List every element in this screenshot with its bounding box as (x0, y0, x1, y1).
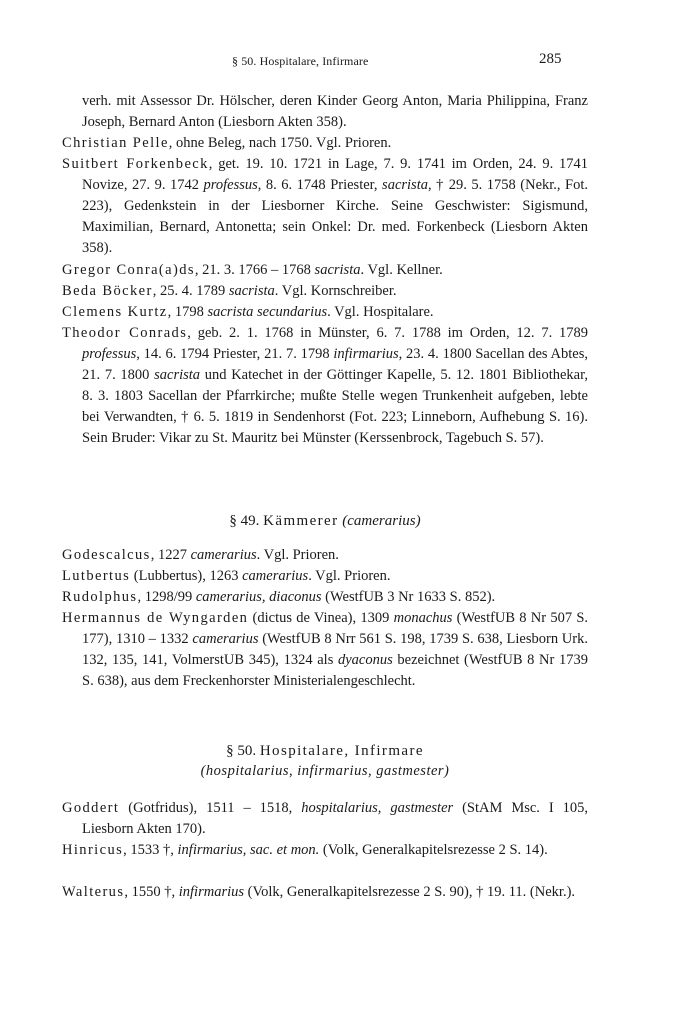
entry-name: Hinricus (62, 842, 124, 858)
entry-hinricus: Hinricus, 1533 †, infirmarius, sac. et mon. (Volk, Generalkapitelsrezesse 2 S. 14). (62, 842, 548, 858)
entry-name: Lutbertus (62, 568, 131, 584)
entry-rudolphus: Rudolphus, 1298/99 camerarius, diaconus (WestfUB 3 Nr 1633 S. 852). (62, 589, 496, 605)
entry-name: Goddert (62, 800, 120, 816)
section-heading-49: § 49. Kämmerer (camerarius) (229, 513, 421, 529)
page-number: 285 (539, 51, 562, 67)
entry-name: Godescalcus (62, 547, 151, 563)
entry-name: Walterus (62, 884, 125, 900)
entry-name: Theodor Conrads (62, 325, 188, 341)
entry-hermannus-de-wyngarden: Hermannus de Wyngarden (dictus de Vinea), 1309 monachus (WestfUB 8 Nr 507 S. 177), 1310 – 1332 camerarius (WestfUB 8 Nrr 561 S. 198, 1739 S. 638, Liesborn Urk. 132, 135, 141, VolmerstUB 345), 1324 als dyaconus bezeichnet (WestfUB 8 Nr 1739 S. 638), aus dem Freckenhorster Ministerialengeschlecht. (62, 610, 589, 690)
entry-christian-pelle: Christian Pelle, ohne Beleg, nach 1750. Vgl. Prioren. (62, 135, 392, 151)
entry-godescalcus: Godescalcus, 1227 camerarius. Vgl. Prioren. (62, 547, 339, 563)
entry-name: Rudolphus (62, 589, 138, 605)
entry-lutbertus: Lutbertus (Lubbertus), 1263 camerarius. Vgl. Prioren. (62, 568, 391, 584)
entry-continuation: verh. mit Assessor Dr. Hölscher, deren Kinder Georg Anton, Maria Philippina, Franz Joseph, Bernard Anton (Liesborn Akten 358). (82, 93, 588, 131)
entry-theodor-conrads: Theodor Conrads, geb. 2. 1. 1768 in Münster, 6. 7. 1788 im Orden, 12. 7. 1789 professus, 14. 6. 1794 Priester, 21. 7. 1798 infirmarius, 23. 4. 1800 Sacellan des Abtes, 21. 7. 1800 sacrista und Katechet in der Göttinger Kapelle, 5. 12. 1801 Bibliothekar, 8. 3. 1803 Sacellan der Pfarrkirche; mußte Stelle wegen Trunkenheit aufgeben, lebte bei Verwandten, † 6. 5. 1819 in Sendenhorst (Fot. 223; Linneborn, Aufhebung S. 16). Sein Bruder: Vikar zu St. Mauritz bei Münster (Kerssenbrock, Tagebuch S. 57). (62, 325, 589, 447)
entry-name: Beda Böcker (62, 283, 153, 299)
entry-name: Hermannus de Wyngarden (62, 610, 249, 626)
entry-suitbert-forkenbeck: Suitbert Forkenbeck, get. 19. 10. 1721 in Lage, 7. 9. 1741 im Orden, 24. 9. 1741 Novize, 27. 9. 1742 professus, 8. 6. 1748 Priester, sacrista, † 29. 5. 1758 (Nekr., Fot. 223), Gedenkstein in der Liesborner Kirche. Seine Geschwister: Sigismund, Maximilian, Bernard, Antonetta; sein Onkel: Dr. med. Forkenbeck (Liesborn Akten 358). (62, 156, 589, 257)
section-heading-50: § 50. Hospitalare, Infirmare (226, 743, 424, 759)
running-head: § 50. Hospitalare, Infirmare (232, 54, 369, 68)
section-subheading-50: (hospitalarius, infirmarius, gastmester) (200, 763, 450, 779)
entry-goddert: Goddert (Gotfridus), 1511 – 1518, hospitalarius, gastmester (StAM Msc. I 105, Liesborn Akten 170). (62, 800, 588, 838)
entry-gregor-conraads: Gregor Conra(a)ds, 21. 3. 1766 – 1768 sacrista. Vgl. Kellner. (62, 262, 443, 278)
entry-name: Gregor Conra(a)ds (62, 262, 195, 278)
entry-name: Suitbert Forkenbeck (62, 156, 209, 172)
entry-name: Clemens Kurtz (62, 304, 168, 320)
entry-clemens-kurtz: Clemens Kurtz, 1798 sacrista secundarius. Vgl. Hospitalare. (62, 304, 434, 320)
entry-walterus: Walterus, 1550 †, infirmarius (Volk, Generalkapitelsrezesse 2 S. 90), † 19. 11. (Nekr.). (62, 884, 576, 900)
entry-name: Christian Pelle (62, 135, 169, 151)
entry-beda-boecker: Beda Böcker, 25. 4. 1789 sacrista. Vgl. Kornschreiber. (62, 283, 397, 299)
